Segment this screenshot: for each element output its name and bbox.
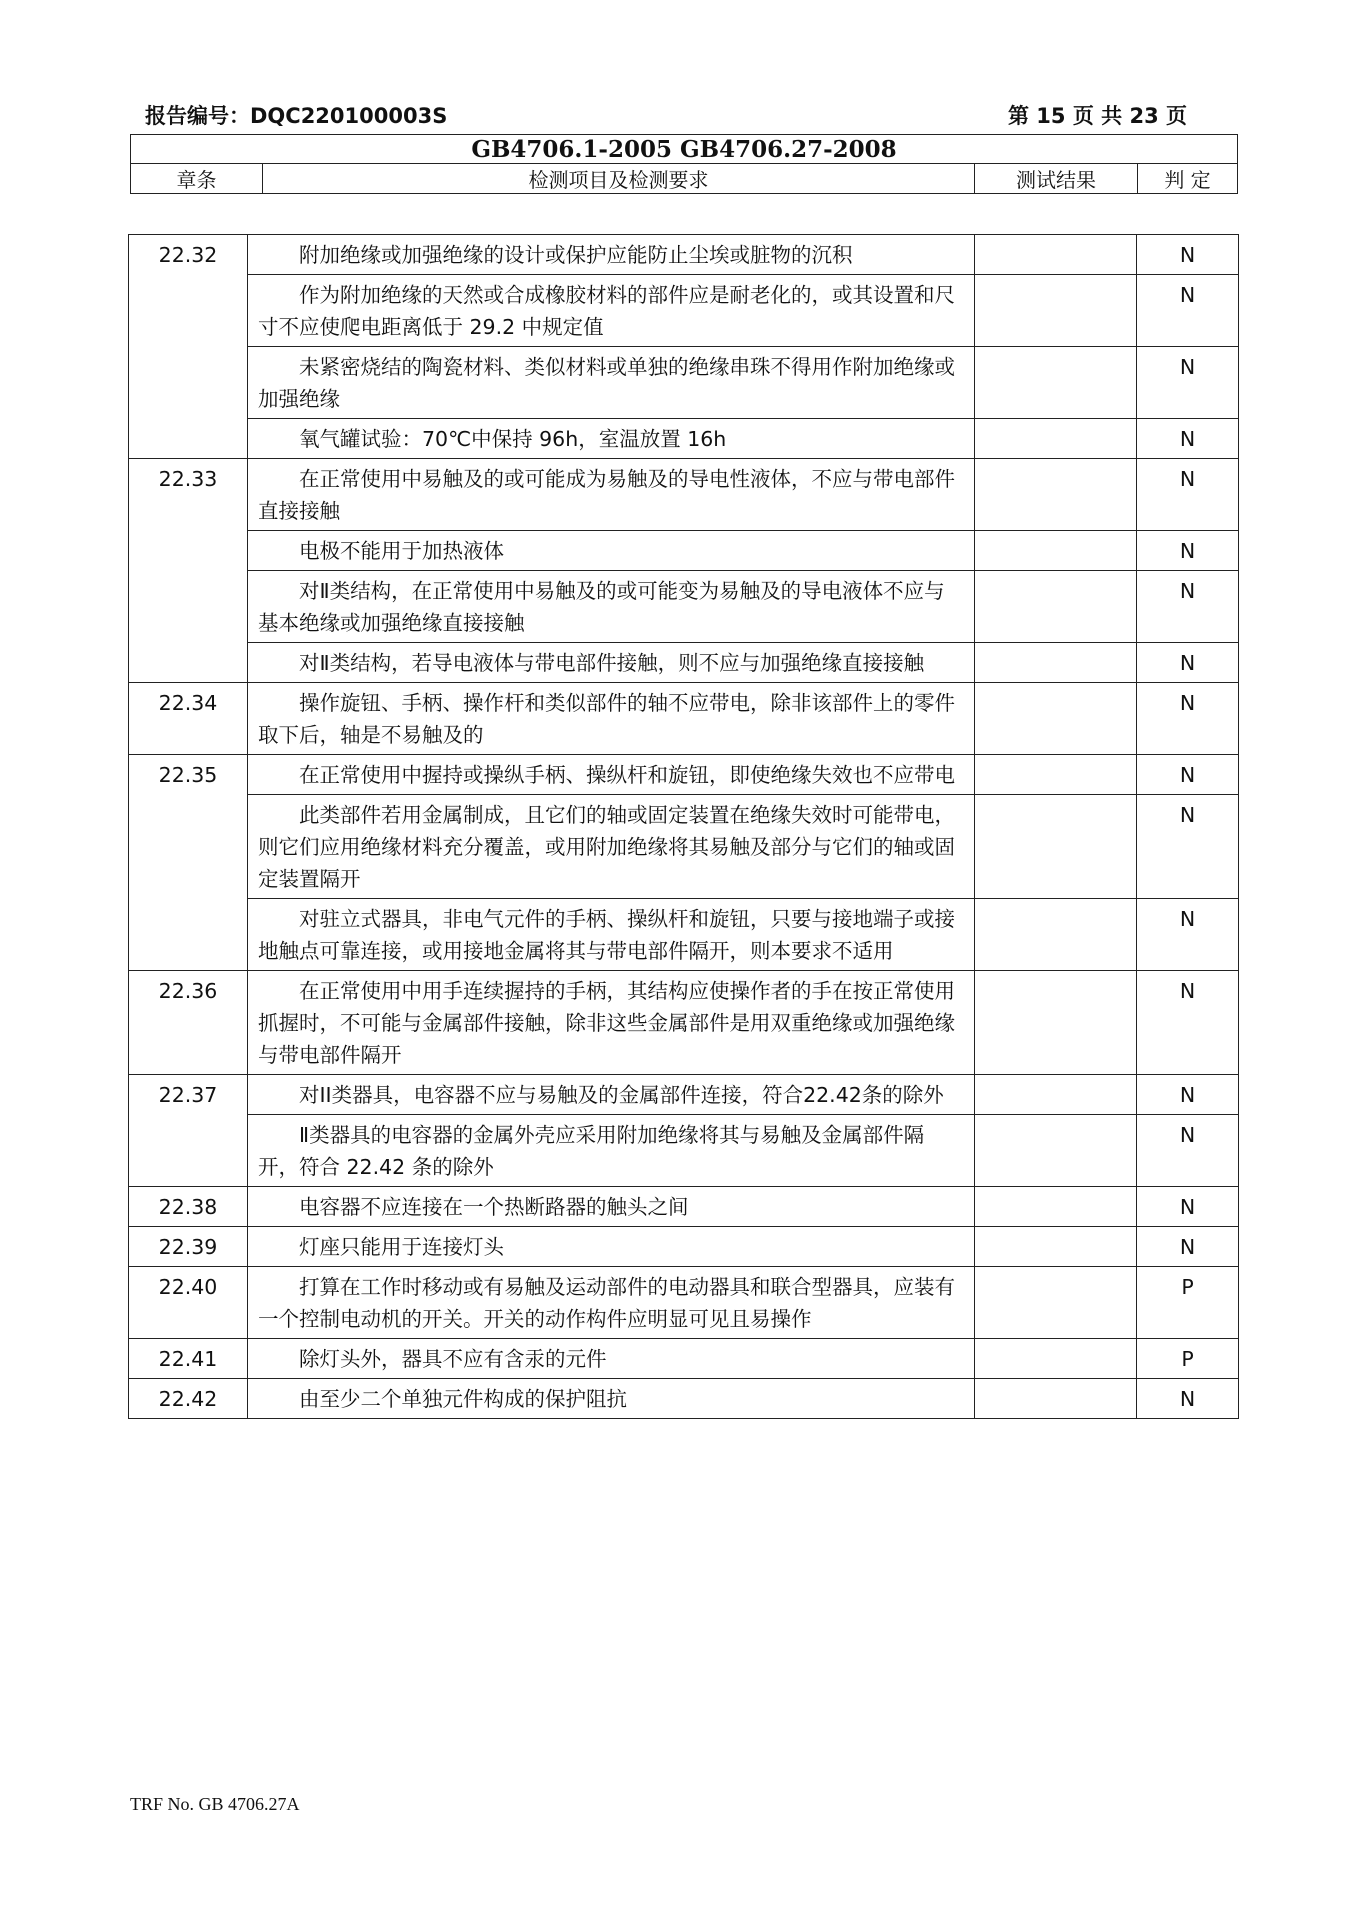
requirements-rows bbox=[129, 235, 1239, 1419]
clause-cell: 22.34 bbox=[129, 683, 248, 755]
verdict-cell: N bbox=[1137, 795, 1239, 899]
requirement-cell: 未紧密烧结的陶瓷材料、类似材料或单独的绝缘串珠不得用作附加绝缘或加强绝缘 bbox=[248, 347, 975, 419]
verdict-cell: N bbox=[1137, 971, 1239, 1075]
verdict-cell: N bbox=[1137, 571, 1239, 643]
requirement-cell: 灯座只能用于连接灯头 bbox=[248, 1227, 975, 1267]
result-cell bbox=[975, 795, 1137, 899]
verdict-cell: N bbox=[1137, 419, 1239, 459]
requirement-cell: 对Ⅱ类结构，在正常使用中易触及的或可能变为易触及的导电液体不应与基本绝缘或加强绝缘直接接触 bbox=[248, 571, 975, 643]
verdict-cell: N bbox=[1137, 1075, 1239, 1115]
result-cell bbox=[975, 1075, 1137, 1115]
verdict-cell: N bbox=[1137, 347, 1239, 419]
verdict-cell: N bbox=[1137, 643, 1239, 683]
table-row bbox=[129, 1379, 1239, 1419]
result-cell bbox=[975, 755, 1137, 795]
requirement-cell: 对II类器具，电容器不应与易触及的金属部件连接，符合22.42条的除外 bbox=[248, 1075, 975, 1115]
result-cell bbox=[975, 275, 1137, 347]
table-row bbox=[129, 795, 1239, 899]
clause-cell: 22.35 bbox=[129, 755, 248, 971]
verdict-cell: N bbox=[1137, 235, 1239, 275]
table-row bbox=[129, 1267, 1239, 1339]
result-cell bbox=[975, 235, 1137, 275]
col-clause-header: 章条 bbox=[131, 164, 263, 194]
clause-cell: 22.33 bbox=[129, 459, 248, 683]
table-row bbox=[129, 571, 1239, 643]
requirement-cell: 由至少二个单独元件构成的保护阻抗 bbox=[248, 1379, 975, 1419]
table-row bbox=[129, 971, 1239, 1075]
verdict-cell: N bbox=[1137, 275, 1239, 347]
table-row bbox=[129, 347, 1239, 419]
table-row bbox=[129, 419, 1239, 459]
clause-cell: 22.42 bbox=[129, 1379, 248, 1419]
verdict-cell: N bbox=[1137, 899, 1239, 971]
col-requirement-header: 检测项目及检测要求 bbox=[263, 164, 975, 194]
table-row bbox=[129, 643, 1239, 683]
clause-cell: 22.36 bbox=[129, 971, 248, 1075]
table-row bbox=[129, 899, 1239, 971]
requirement-cell: 附加绝缘或加强绝缘的设计或保护应能防止尘埃或脏物的沉积 bbox=[248, 235, 975, 275]
table-row bbox=[129, 275, 1239, 347]
clause-cell: 22.39 bbox=[129, 1227, 248, 1267]
table-row bbox=[129, 1115, 1239, 1187]
table-row bbox=[129, 531, 1239, 571]
clause-cell: 22.41 bbox=[129, 1339, 248, 1379]
table-row bbox=[129, 1339, 1239, 1379]
clause-cell: 22.38 bbox=[129, 1187, 248, 1227]
clause-cell: 22.37 bbox=[129, 1075, 248, 1187]
result-cell bbox=[975, 1227, 1137, 1267]
requirement-cell: 除灯头外，器具不应有含汞的元件 bbox=[248, 1339, 975, 1379]
verdict-cell: N bbox=[1137, 459, 1239, 531]
requirement-cell: 打算在工作时移动或有易触及运动部件的电动器具和联合型器具，应装有一个控制电动机的开关。开关的动作构件应明显可见且易操作 bbox=[248, 1267, 975, 1339]
table-row bbox=[129, 459, 1239, 531]
table-row bbox=[129, 1187, 1239, 1227]
result-cell bbox=[975, 643, 1137, 683]
report-number: 报告编号：DQC220100003S bbox=[145, 104, 448, 128]
result-cell bbox=[975, 459, 1137, 531]
result-cell bbox=[975, 1267, 1137, 1339]
verdict-cell: P bbox=[1137, 1267, 1239, 1339]
requirement-cell: 电极不能用于加热液体 bbox=[248, 531, 975, 571]
requirement-cell: 在正常使用中握持或操纵手柄、操纵杆和旋钮，即使绝缘失效也不应带电 bbox=[248, 755, 975, 795]
requirement-cell: 对驻立式器具，非电气元件的手柄、操纵杆和旋钮，只要与接地端子或接地触点可靠连接，或用接地金属将其与带电部件隔开，则本要求不适用 bbox=[248, 899, 975, 971]
result-cell bbox=[975, 683, 1137, 755]
result-cell bbox=[975, 571, 1137, 643]
result-cell bbox=[975, 1379, 1137, 1419]
result-cell bbox=[975, 971, 1137, 1075]
col-result-header: 测试结果 bbox=[975, 164, 1138, 194]
verdict-cell: N bbox=[1137, 1379, 1239, 1419]
table-row bbox=[129, 683, 1239, 755]
requirement-cell: Ⅱ类器具的电容器的金属外壳应采用附加绝缘将其与易触及金属部件隔开，符合 22.42 条的除外 bbox=[248, 1115, 975, 1187]
clause-cell: 22.32 bbox=[129, 235, 248, 459]
table-row bbox=[129, 1075, 1239, 1115]
result-cell bbox=[975, 419, 1137, 459]
col-verdict-header: 判 定 bbox=[1138, 164, 1238, 194]
verdict-cell: N bbox=[1137, 1115, 1239, 1187]
table-row bbox=[129, 235, 1239, 275]
verdict-cell: N bbox=[1137, 1187, 1239, 1227]
result-cell bbox=[975, 531, 1137, 571]
standards-title: GB4706.1-2005 GB4706.27-2008 bbox=[131, 135, 1238, 164]
verdict-cell: N bbox=[1137, 755, 1239, 795]
table-row bbox=[129, 755, 1239, 795]
header-table bbox=[130, 134, 1238, 194]
requirement-cell: 作为附加绝缘的天然或合成橡胶材料的部件应是耐老化的，或其设置和尺寸不应使爬电距离低于 29.2 中规定值 bbox=[248, 275, 975, 347]
verdict-cell: N bbox=[1137, 683, 1239, 755]
requirement-cell: 此类部件若用金属制成，且它们的轴或固定装置在绝缘失效时可能带电，则它们应用绝缘材料充分覆盖，或用附加绝缘将其易触及部分与它们的轴或固定装置隔开 bbox=[248, 795, 975, 899]
verdict-cell: N bbox=[1137, 1227, 1239, 1267]
requirement-cell: 对Ⅱ类结构，若导电液体与带电部件接触，则不应与加强绝缘直接接触 bbox=[248, 643, 975, 683]
result-cell bbox=[975, 1115, 1137, 1187]
requirement-cell: 氧气罐试验：70℃中保持 96h，室温放置 16h bbox=[248, 419, 975, 459]
requirements-table bbox=[128, 234, 1239, 1419]
requirement-cell: 在正常使用中易触及的或可能成为易触及的导电性液体，不应与带电部件直接接触 bbox=[248, 459, 975, 531]
page-number: 第 15 页 共 23 页 bbox=[1007, 104, 1187, 128]
requirement-cell: 在正常使用中用手连续握持的手柄，其结构应使操作者的手在按正常使用抓握时，不可能与金属部件接触，除非这些金属部件是用双重绝缘或加强绝缘与带电部件隔开 bbox=[248, 971, 975, 1075]
table-row bbox=[129, 1227, 1239, 1267]
result-cell bbox=[975, 347, 1137, 419]
result-cell bbox=[975, 1187, 1137, 1227]
requirement-cell: 电容器不应连接在一个热断路器的触头之间 bbox=[248, 1187, 975, 1227]
trf-footer: TRF No. GB 4706.27A bbox=[130, 1794, 300, 1814]
result-cell bbox=[975, 899, 1137, 971]
requirement-cell: 操作旋钮、手柄、操作杆和类似部件的轴不应带电，除非该部件上的零件取下后，轴是不易触及的 bbox=[248, 683, 975, 755]
result-cell bbox=[975, 1339, 1137, 1379]
verdict-cell: P bbox=[1137, 1339, 1239, 1379]
verdict-cell: N bbox=[1137, 531, 1239, 571]
clause-cell: 22.40 bbox=[129, 1267, 248, 1339]
